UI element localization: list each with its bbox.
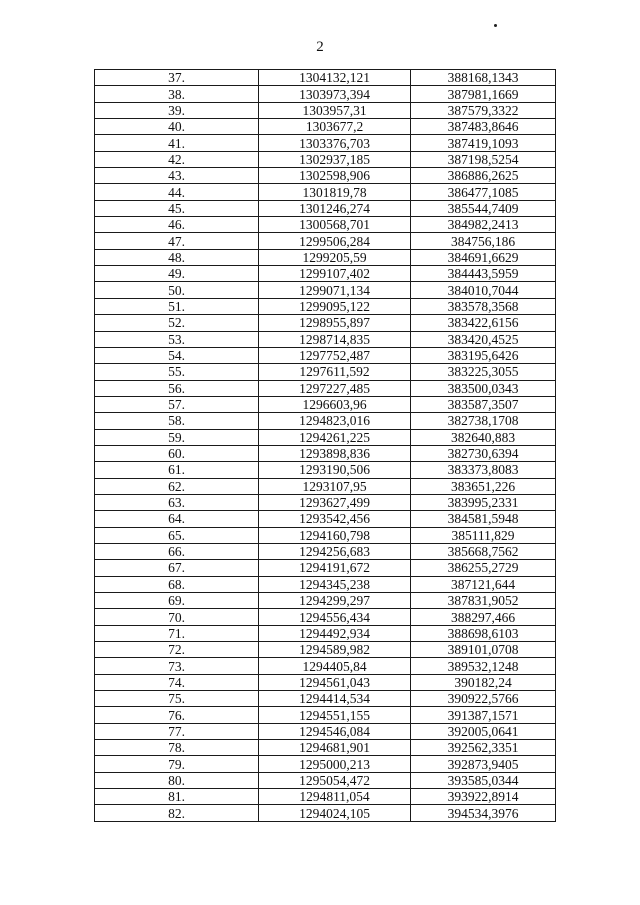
- point-number-cell: 65.: [95, 527, 259, 543]
- point-number-cell: 68.: [95, 576, 259, 592]
- point-number-cell: 51.: [95, 298, 259, 314]
- y-coordinate-cell: 384581,5948: [411, 511, 556, 527]
- point-number-cell: 63.: [95, 494, 259, 510]
- y-coordinate-cell: 384982,2413: [411, 217, 556, 233]
- y-coordinate-cell: 383578,3568: [411, 298, 556, 314]
- table-row: [95, 494, 556, 510]
- x-coordinate-cell: 1295054,472: [259, 772, 411, 788]
- table-row: [95, 772, 556, 788]
- y-coordinate-cell: 387198,5254: [411, 151, 556, 167]
- y-coordinate-cell: 383373,8083: [411, 462, 556, 478]
- point-number-cell: 69.: [95, 593, 259, 609]
- table-row: [95, 543, 556, 559]
- x-coordinate-cell: 1293542,456: [259, 511, 411, 527]
- table-row: [95, 282, 556, 298]
- point-number-cell: 37.: [95, 70, 259, 86]
- point-number-cell: 53.: [95, 331, 259, 347]
- point-number-cell: 39.: [95, 102, 259, 118]
- y-coordinate-cell: 382640,883: [411, 429, 556, 445]
- y-coordinate-cell: 384691,6629: [411, 249, 556, 265]
- x-coordinate-cell: 1293190,506: [259, 462, 411, 478]
- table-row: [95, 789, 556, 805]
- y-coordinate-cell: 385544,7409: [411, 200, 556, 216]
- y-coordinate-cell: 388168,1343: [411, 70, 556, 86]
- x-coordinate-cell: 1294811,054: [259, 789, 411, 805]
- point-number-cell: 43.: [95, 168, 259, 184]
- x-coordinate-cell: 1298955,897: [259, 315, 411, 331]
- x-coordinate-cell: 1299071,134: [259, 282, 411, 298]
- table-row: [95, 658, 556, 674]
- y-coordinate-cell: 386886,2625: [411, 168, 556, 184]
- y-coordinate-cell: 388297,466: [411, 609, 556, 625]
- scan-speck: [494, 24, 497, 27]
- x-coordinate-cell: 1294405,84: [259, 658, 411, 674]
- point-number-cell: 62.: [95, 478, 259, 494]
- y-coordinate-cell: 383500,0343: [411, 380, 556, 396]
- y-coordinate-cell: 393922,8914: [411, 789, 556, 805]
- x-coordinate-cell: 1294414,534: [259, 691, 411, 707]
- table-row: [95, 315, 556, 331]
- x-coordinate-cell: 1299107,402: [259, 266, 411, 282]
- x-coordinate-cell: 1297752,487: [259, 347, 411, 363]
- y-coordinate-cell: 383995,2331: [411, 494, 556, 510]
- point-number-cell: 59.: [95, 429, 259, 445]
- table-row: [95, 805, 556, 821]
- x-coordinate-cell: 1300568,701: [259, 217, 411, 233]
- y-coordinate-cell: 389532,1248: [411, 658, 556, 674]
- x-coordinate-cell: 1294681,901: [259, 740, 411, 756]
- point-number-cell: 71.: [95, 625, 259, 641]
- x-coordinate-cell: 1293107,95: [259, 478, 411, 494]
- y-coordinate-cell: 391387,1571: [411, 707, 556, 723]
- y-coordinate-cell: 393585,0344: [411, 772, 556, 788]
- table-row: [95, 347, 556, 363]
- point-number-cell: 76.: [95, 707, 259, 723]
- table-row: [95, 86, 556, 102]
- point-number-cell: 49.: [95, 266, 259, 282]
- table-row: [95, 429, 556, 445]
- table-row: [95, 609, 556, 625]
- y-coordinate-cell: 383422,6156: [411, 315, 556, 331]
- point-number-cell: 81.: [95, 789, 259, 805]
- coordinates-table-body: [95, 70, 556, 822]
- point-number-cell: 42.: [95, 151, 259, 167]
- point-number-cell: 72.: [95, 642, 259, 658]
- point-number-cell: 75.: [95, 691, 259, 707]
- table-row: [95, 642, 556, 658]
- x-coordinate-cell: 1294299,297: [259, 593, 411, 609]
- y-coordinate-cell: 386477,1085: [411, 184, 556, 200]
- table-row: [95, 217, 556, 233]
- x-coordinate-cell: 1294160,798: [259, 527, 411, 543]
- x-coordinate-cell: 1294191,672: [259, 560, 411, 576]
- table-row: [95, 70, 556, 86]
- table-row: [95, 380, 556, 396]
- table-row: [95, 135, 556, 151]
- table-row: [95, 723, 556, 739]
- x-coordinate-cell: 1294823,016: [259, 413, 411, 429]
- y-coordinate-cell: 387419,1093: [411, 135, 556, 151]
- y-coordinate-cell: 387831,9052: [411, 593, 556, 609]
- point-number-cell: 64.: [95, 511, 259, 527]
- point-number-cell: 79.: [95, 756, 259, 772]
- x-coordinate-cell: 1304132,121: [259, 70, 411, 86]
- y-coordinate-cell: 384756,186: [411, 233, 556, 249]
- table-row: [95, 151, 556, 167]
- point-number-cell: 74.: [95, 674, 259, 690]
- y-coordinate-cell: 387981,1669: [411, 86, 556, 102]
- x-coordinate-cell: 1303677,2: [259, 119, 411, 135]
- x-coordinate-cell: 1303957,31: [259, 102, 411, 118]
- x-coordinate-cell: 1299095,122: [259, 298, 411, 314]
- table-row: [95, 707, 556, 723]
- x-coordinate-cell: 1294546,084: [259, 723, 411, 739]
- table-row: [95, 445, 556, 461]
- point-number-cell: 73.: [95, 658, 259, 674]
- x-coordinate-cell: 1293627,499: [259, 494, 411, 510]
- y-coordinate-cell: 394534,3976: [411, 805, 556, 821]
- x-coordinate-cell: 1294261,225: [259, 429, 411, 445]
- x-coordinate-cell: 1302937,185: [259, 151, 411, 167]
- table-row: [95, 184, 556, 200]
- table-row: [95, 364, 556, 380]
- x-coordinate-cell: 1297227,485: [259, 380, 411, 396]
- x-coordinate-cell: 1303973,394: [259, 86, 411, 102]
- y-coordinate-cell: 385668,7562: [411, 543, 556, 559]
- x-coordinate-cell: 1294492,934: [259, 625, 411, 641]
- point-number-cell: 41.: [95, 135, 259, 151]
- y-coordinate-cell: 383651,226: [411, 478, 556, 494]
- point-number-cell: 58.: [95, 413, 259, 429]
- point-number-cell: 60.: [95, 445, 259, 461]
- point-number-cell: 48.: [95, 249, 259, 265]
- table-row: [95, 102, 556, 118]
- y-coordinate-cell: 392562,3351: [411, 740, 556, 756]
- y-coordinate-cell: 385111,829: [411, 527, 556, 543]
- y-coordinate-cell: 383225,3055: [411, 364, 556, 380]
- table-row: [95, 691, 556, 707]
- x-coordinate-cell: 1296603,96: [259, 396, 411, 412]
- x-coordinate-cell: 1294256,683: [259, 543, 411, 559]
- table-row: [95, 331, 556, 347]
- y-coordinate-cell: 389101,0708: [411, 642, 556, 658]
- point-number-cell: 45.: [95, 200, 259, 216]
- point-number-cell: 78.: [95, 740, 259, 756]
- table-row: [95, 266, 556, 282]
- table-row: [95, 740, 556, 756]
- table-row: [95, 625, 556, 641]
- point-number-cell: 80.: [95, 772, 259, 788]
- y-coordinate-cell: 383587,3507: [411, 396, 556, 412]
- x-coordinate-cell: 1294024,105: [259, 805, 411, 821]
- table-row: [95, 119, 556, 135]
- table-row: [95, 674, 556, 690]
- x-coordinate-cell: 1295000,213: [259, 756, 411, 772]
- table-row: [95, 593, 556, 609]
- point-number-cell: 61.: [95, 462, 259, 478]
- y-coordinate-cell: 382738,1708: [411, 413, 556, 429]
- x-coordinate-cell: 1299205,59: [259, 249, 411, 265]
- y-coordinate-cell: 384010,7044: [411, 282, 556, 298]
- x-coordinate-cell: 1297611,592: [259, 364, 411, 380]
- point-number-cell: 50.: [95, 282, 259, 298]
- point-number-cell: 46.: [95, 217, 259, 233]
- point-number-cell: 67.: [95, 560, 259, 576]
- x-coordinate-cell: 1294345,238: [259, 576, 411, 592]
- y-coordinate-cell: 382730,6394: [411, 445, 556, 461]
- point-number-cell: 70.: [95, 609, 259, 625]
- table-row: [95, 462, 556, 478]
- point-number-cell: 52.: [95, 315, 259, 331]
- point-number-cell: 57.: [95, 396, 259, 412]
- point-number-cell: 38.: [95, 86, 259, 102]
- y-coordinate-cell: 384443,5959: [411, 266, 556, 282]
- x-coordinate-cell: 1294561,043: [259, 674, 411, 690]
- table-row: [95, 560, 556, 576]
- table-row: [95, 249, 556, 265]
- y-coordinate-cell: 383420,4525: [411, 331, 556, 347]
- x-coordinate-cell: 1298714,835: [259, 331, 411, 347]
- x-coordinate-cell: 1299506,284: [259, 233, 411, 249]
- table-row: [95, 168, 556, 184]
- x-coordinate-cell: 1301819,78: [259, 184, 411, 200]
- coordinates-table: [94, 69, 556, 822]
- point-number-cell: 44.: [95, 184, 259, 200]
- page-number: 2: [316, 39, 324, 55]
- y-coordinate-cell: 383195,6426: [411, 347, 556, 363]
- point-number-cell: 77.: [95, 723, 259, 739]
- x-coordinate-cell: 1294556,434: [259, 609, 411, 625]
- table-row: [95, 527, 556, 543]
- y-coordinate-cell: 387579,3322: [411, 102, 556, 118]
- table-row: [95, 200, 556, 216]
- table-row: [95, 478, 556, 494]
- y-coordinate-cell: 387121,644: [411, 576, 556, 592]
- x-coordinate-cell: 1302598,906: [259, 168, 411, 184]
- table-row: [95, 576, 556, 592]
- table-row: [95, 298, 556, 314]
- y-coordinate-cell: 392005,0641: [411, 723, 556, 739]
- table-row: [95, 396, 556, 412]
- point-number-cell: 82.: [95, 805, 259, 821]
- point-number-cell: 54.: [95, 347, 259, 363]
- x-coordinate-cell: 1293898,836: [259, 445, 411, 461]
- y-coordinate-cell: 387483,8646: [411, 119, 556, 135]
- point-number-cell: 40.: [95, 119, 259, 135]
- y-coordinate-cell: 386255,2729: [411, 560, 556, 576]
- table-row: [95, 756, 556, 772]
- point-number-cell: 55.: [95, 364, 259, 380]
- table-row: [95, 233, 556, 249]
- point-number-cell: 47.: [95, 233, 259, 249]
- table-row: [95, 511, 556, 527]
- point-number-cell: 66.: [95, 543, 259, 559]
- point-number-cell: 56.: [95, 380, 259, 396]
- x-coordinate-cell: 1294589,982: [259, 642, 411, 658]
- x-coordinate-cell: 1303376,703: [259, 135, 411, 151]
- y-coordinate-cell: 390182,24: [411, 674, 556, 690]
- y-coordinate-cell: 388698,6103: [411, 625, 556, 641]
- x-coordinate-cell: 1301246,274: [259, 200, 411, 216]
- y-coordinate-cell: 390922,5766: [411, 691, 556, 707]
- y-coordinate-cell: 392873,9405: [411, 756, 556, 772]
- x-coordinate-cell: 1294551,155: [259, 707, 411, 723]
- table-row: [95, 413, 556, 429]
